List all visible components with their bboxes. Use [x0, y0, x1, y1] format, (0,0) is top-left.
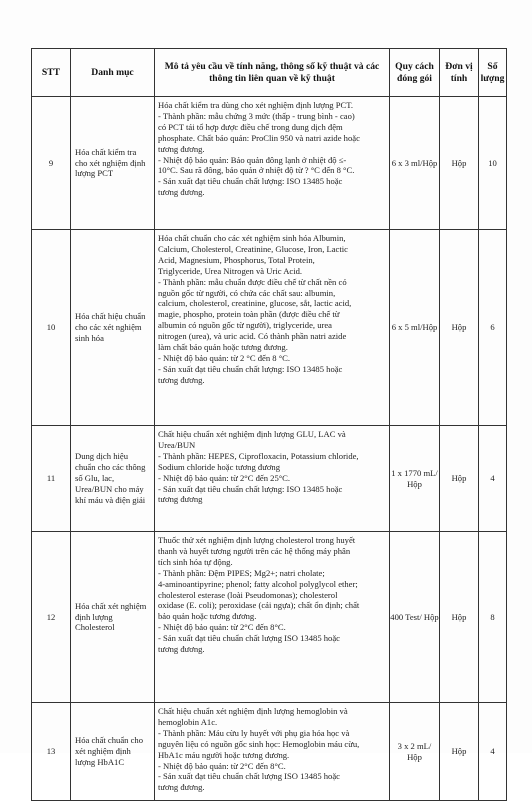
description-line: tương đương.	[158, 187, 205, 198]
description-line: - Thành phần: mẫu chuẩn được điều chế từ chất nền có	[158, 276, 347, 287]
description-line: - Thành phần: Máu cừu ly huyết với phụ gia hóa học và	[158, 727, 350, 738]
row-quantity: 4	[479, 426, 507, 532]
header-category: Danh mục	[71, 49, 155, 97]
row-unit: Hộp	[440, 426, 479, 532]
description-line: nguồn gốc từ người, có chứa các chất sau: albumin,	[158, 287, 336, 298]
specification-table	[31, 48, 507, 801]
description-line: Chất hiệu chuẩn xét nghiệm định lượng GLU, LAC và	[158, 429, 346, 439]
description-line: HbA1c máu người hoặc tương đương.	[158, 749, 290, 760]
header-packaging: Quy cách đóng gói	[390, 49, 440, 97]
description-line: - Thành phần: HEPES, Ciprofloxacin, Potassium chloride,	[158, 450, 359, 461]
description-line: Sodium chloride hoặc tương đương	[158, 461, 280, 472]
description-line: có PCT tái tổ hợp được điều chế trong dung dịch đệm	[158, 121, 343, 132]
description-line: calcium, cholesterol, creatinine, glucose, sắt, lactic acid,	[158, 298, 352, 309]
description-line: 10°C. Sau rã đông, bảo quản ở nhiệt độ từ ? °C đến 8 °C.	[158, 165, 355, 176]
description-line: - Nhiệt độ bảo quản: từ 2 °C đến 8 °C.	[158, 352, 291, 363]
description-line: - Sản xuất đạt tiêu chuẩn chất lượng ISO 13485 hoặc	[158, 771, 340, 782]
row-unit: Hộp	[440, 532, 479, 703]
description-line: - Sản xuất đạt tiêu chuẩn chất lượng: ISO 13485 hoặc	[158, 483, 343, 494]
description-line: Calcium, Cholesterol, Creatinine, Glucose, Iron, Lactic	[158, 243, 348, 254]
description-line: tương đương.	[158, 644, 205, 655]
row-stt: 11	[32, 426, 71, 532]
description-line: nguyên liệu có nguồn gốc sinh học: Hemoglobin máu cừu,	[158, 738, 360, 749]
description-line: Triglyceride, Urea Nitrogen và Uric Acid.	[158, 265, 303, 276]
table-row	[32, 703, 507, 801]
description-line: phosphate. Chất bảo quản: ProClin 950 và natri azide hoặc	[158, 132, 360, 143]
header-stt: STT	[32, 49, 71, 97]
description-line: tích sinh hóa tự động.	[158, 556, 233, 567]
header-unit: Đơn vị tính	[440, 49, 479, 97]
row-unit: Hộp	[440, 97, 479, 230]
table-row	[32, 426, 507, 532]
description-line: - Sản xuất đạt tiêu chuẩn chất lượng ISO 13485 hoặc	[158, 633, 340, 644]
row-packaging: 400 Test/ Hộp	[390, 532, 440, 703]
description-line: - Sản xuất đạt tiêu chuẩn chất lượng: ISO 13485 hoặc	[158, 363, 343, 374]
row-packaging: 3 x 2 mL/ Hộp	[390, 703, 440, 801]
description-line: - Nhiệt độ bảo quản: Bảo quản đông lạnh ở nhiệt độ ≤-	[158, 154, 347, 165]
row-unit: Hộp	[440, 230, 479, 426]
row-description	[155, 532, 390, 703]
table-row	[32, 532, 507, 703]
row-category: Dung dịch hiệu chuẩn cho các thông số Glu, lac, Urea/BUN cho máy khí máu và điện giải	[71, 426, 155, 532]
row-category: Hóa chất chuẩn cho xét nghiệm định lượng HbA1C	[71, 703, 155, 801]
description-line: nitrogen (urea), và uric acid. Có thành phần natri azide	[158, 331, 347, 342]
description-line: tương đương.	[158, 374, 205, 385]
description-line: Urea/BUN	[158, 439, 196, 450]
row-unit: Hộp	[440, 703, 479, 801]
row-description	[155, 230, 390, 426]
row-stt: 13	[32, 703, 71, 801]
description-line: làm chất bảo quản hoặc tương đương.	[158, 342, 288, 353]
description-line: bảo quản hoặc tương đương.	[158, 611, 257, 622]
row-description	[155, 97, 390, 230]
row-quantity: 8	[479, 532, 507, 703]
description-line: albumin có nguồn gốc từ người), triglyceride, urea	[158, 320, 332, 331]
header-description: Mô tả yêu cầu về tính năng, thông số kỹ thuật và các thông tin liên quan về kỹ thuật	[155, 49, 390, 97]
row-packaging: 6 x 3 ml/Hộp	[390, 97, 440, 230]
description-line: Acid, Magnesium, Phosphorus, Total Protein,	[158, 254, 315, 265]
description-line: Thuốc thử xét nghiệm định lượng cholesterol trong huyết	[158, 535, 356, 545]
row-quantity: 6	[479, 230, 507, 426]
description-line: - Sản xuất đạt tiêu chuẩn chất lượng: ISO 13485 hoặc	[158, 176, 343, 187]
description-line: Hóa chất kiểm tra dùng cho xét nghiệm định lượng PCT.	[158, 100, 353, 110]
description-line: hemoglobin A1c.	[158, 716, 218, 727]
description-line: 4-aminoantipyrine; phenol; fatty alcohol polyglycol ether;	[158, 578, 358, 589]
description-line: - Nhiệt độ bảo quản: từ 2°C đến 25°C.	[158, 472, 291, 483]
description-line: tương đương.	[158, 782, 205, 793]
description-line: - Nhiệt độ bảo quản: từ 2°C đến 8°C.	[158, 622, 286, 633]
description-line: tương đương	[158, 494, 203, 505]
row-packaging: 6 x 5 ml/Hộp	[390, 230, 440, 426]
description-line: - Thành phần: Đệm PIPES; Mg2+; natri cholate;	[158, 567, 325, 578]
header-quantity: Số lượng	[479, 49, 507, 97]
description-line: thanh và huyết tương người trên các hệ thống máy phân	[158, 545, 351, 556]
row-quantity: 4	[479, 703, 507, 801]
table-row	[32, 97, 507, 230]
row-stt: 12	[32, 532, 71, 703]
description-line: Chất hiệu chuẩn xét nghiệm định lượng hemoglobin và	[158, 706, 348, 716]
row-packaging: 1 x 1770 mL/ Hộp	[390, 426, 440, 532]
description-line: tương đương.	[158, 143, 205, 154]
row-stt: 9	[32, 97, 71, 230]
description-line: - Nhiệt độ bảo quản: từ 2°C đến 8°C.	[158, 760, 286, 771]
row-description	[155, 426, 390, 532]
row-stt: 10	[32, 230, 71, 426]
description-line: magie, phospho, protein toàn phần (được điều chế từ	[158, 309, 340, 320]
row-quantity: 10	[479, 97, 507, 230]
table-header-row	[32, 49, 507, 97]
row-category: Hóa chất kiểm tra cho xét nghiệm định lượng PCT	[71, 97, 155, 230]
table-row	[32, 230, 507, 426]
description-line: oxidase (E. coli); peroxidase (cải ngựa); chất ổn định; chất	[158, 600, 360, 611]
description-line: Hóa chất chuẩn cho các xét nghiệm sinh hóa Albumin,	[158, 233, 346, 243]
row-category: Hóa chất xét nghiệm định lượng Cholesterol	[71, 532, 155, 703]
description-line: cholesterol esterase (loài Pseudomonas); cholesterol	[158, 589, 338, 600]
description-line: - Thành phần: mẫu chứng 3 mức (thấp - trung bình - cao)	[158, 110, 355, 121]
row-description	[155, 703, 390, 801]
row-category: Hóa chất hiệu chuẩn cho các xét nghiệm sinh hóa	[71, 230, 155, 426]
